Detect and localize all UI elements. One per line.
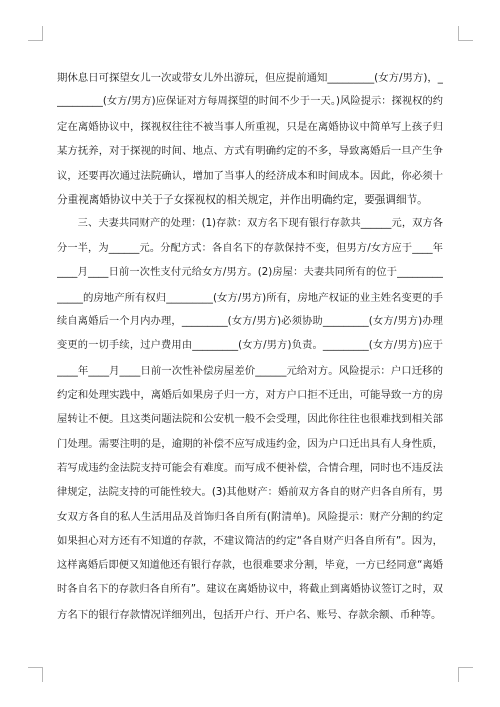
text-line: 分重视离婚协议中关于子女探视权的相关规定，并作出明确约定，要强调细节。 bbox=[57, 193, 428, 206]
text-line: 定在离婚协议中，探视权往往不被当事人所重视，只是在离婚协议中简单写上孩子归 bbox=[57, 120, 443, 133]
text-line: 如果担心对方还有不知道的存款，不建议简洁的约定“各自财产归各自所有”。因为， bbox=[57, 535, 443, 548]
text-line: ____月____日前一次性支付元给女方/男方。(2)房屋：夫妻共同所有的位于_________ bbox=[57, 267, 443, 279]
text-line: 屋转让不便。且这类问题法院和公安机一般不会受理，因此你往往也很难找到相关部 bbox=[57, 413, 443, 426]
text-line: 续自离婚后一个月内办理，_________(女方/男方)必须协助_________(女方/男方)办理 bbox=[57, 315, 443, 327]
text-line: 时各自名下的存款归各自所有”。建议在离婚协议中，将截止到离婚协议签订之时，双 bbox=[57, 584, 443, 596]
text-line: 女双方各自的私人生活用品及首饰归各自所有(附清单)。风险提示：财产分割的约定 bbox=[57, 511, 443, 524]
text-line: 约定和处理实践中，离婚后如果房子归一方，对方户口拒不迁出，可能导致一方的房 bbox=[57, 389, 443, 402]
text-line: 变更的一切手续，过户费用由_________(女方/男方)负责。_________(女方/男方)应于 bbox=[57, 340, 443, 352]
text-line: 议，还要再次通过法院确认，增加了当事人的经济成本和时间成本。因此，你必须十 bbox=[57, 169, 443, 182]
text-line: _________(女方/男方)应保证对方每周探望的时间不少于一天。)风险提示：探视权的约 bbox=[57, 96, 443, 108]
text-line: 分一半，为______元。分配方式：各自名下的存款保持不变，但男方/女方应于____年 bbox=[57, 242, 443, 254]
crop-mark-bottom-right bbox=[458, 667, 473, 682]
text-line: 三、夫妻共同财产的处理：(1)存款：双方名下现有银行存款共______元，双方各 bbox=[57, 218, 443, 230]
text-line: 某方抚养，对于探视的时间、地点、方式有明确约定的不多，导致离婚后一旦产生争 bbox=[57, 145, 443, 158]
text-line: 律规定，法院支持的可能性较大。(3)其他财产：婚前双方各自的财产归各自所有，男 bbox=[57, 486, 443, 498]
crop-mark-top-left bbox=[28, 26, 43, 41]
text-line: 门处理。需要注明的是，逾期的补偿不应写成违约金，因为户口迁出具有人身性质， bbox=[57, 437, 443, 450]
text-line: 这样离婚后即便又知道他还有银行存款，也很难要求分割，毕竟，一方已经同意“离婚 bbox=[57, 559, 443, 571]
crop-mark-bottom-left bbox=[28, 667, 43, 682]
document-body bbox=[57, 66, 443, 627]
text-line: 方名下的银行存款情况详细列出，包括开户行、开户名、账号、存款余额、币种等。 bbox=[57, 608, 442, 621]
text-line: ____年____月____日前一次性补偿房屋差价______元给对方。风险提示：户口迁移的 bbox=[57, 364, 443, 377]
text-line: 期休息日可探望女儿一次或带女儿外出游玩，但应提前通知_________(女方/男方)，_ bbox=[57, 72, 443, 84]
text-line: 若写成违约金法院支持可能会有难度。而写成不便补偿，合情合理，同时也不违反法 bbox=[57, 462, 443, 475]
crop-mark-top-right bbox=[458, 26, 473, 41]
text-line: _____的房地产所有权归_________(女方/男方)所有，房地产权证的业主姓名变更的手 bbox=[57, 291, 443, 304]
